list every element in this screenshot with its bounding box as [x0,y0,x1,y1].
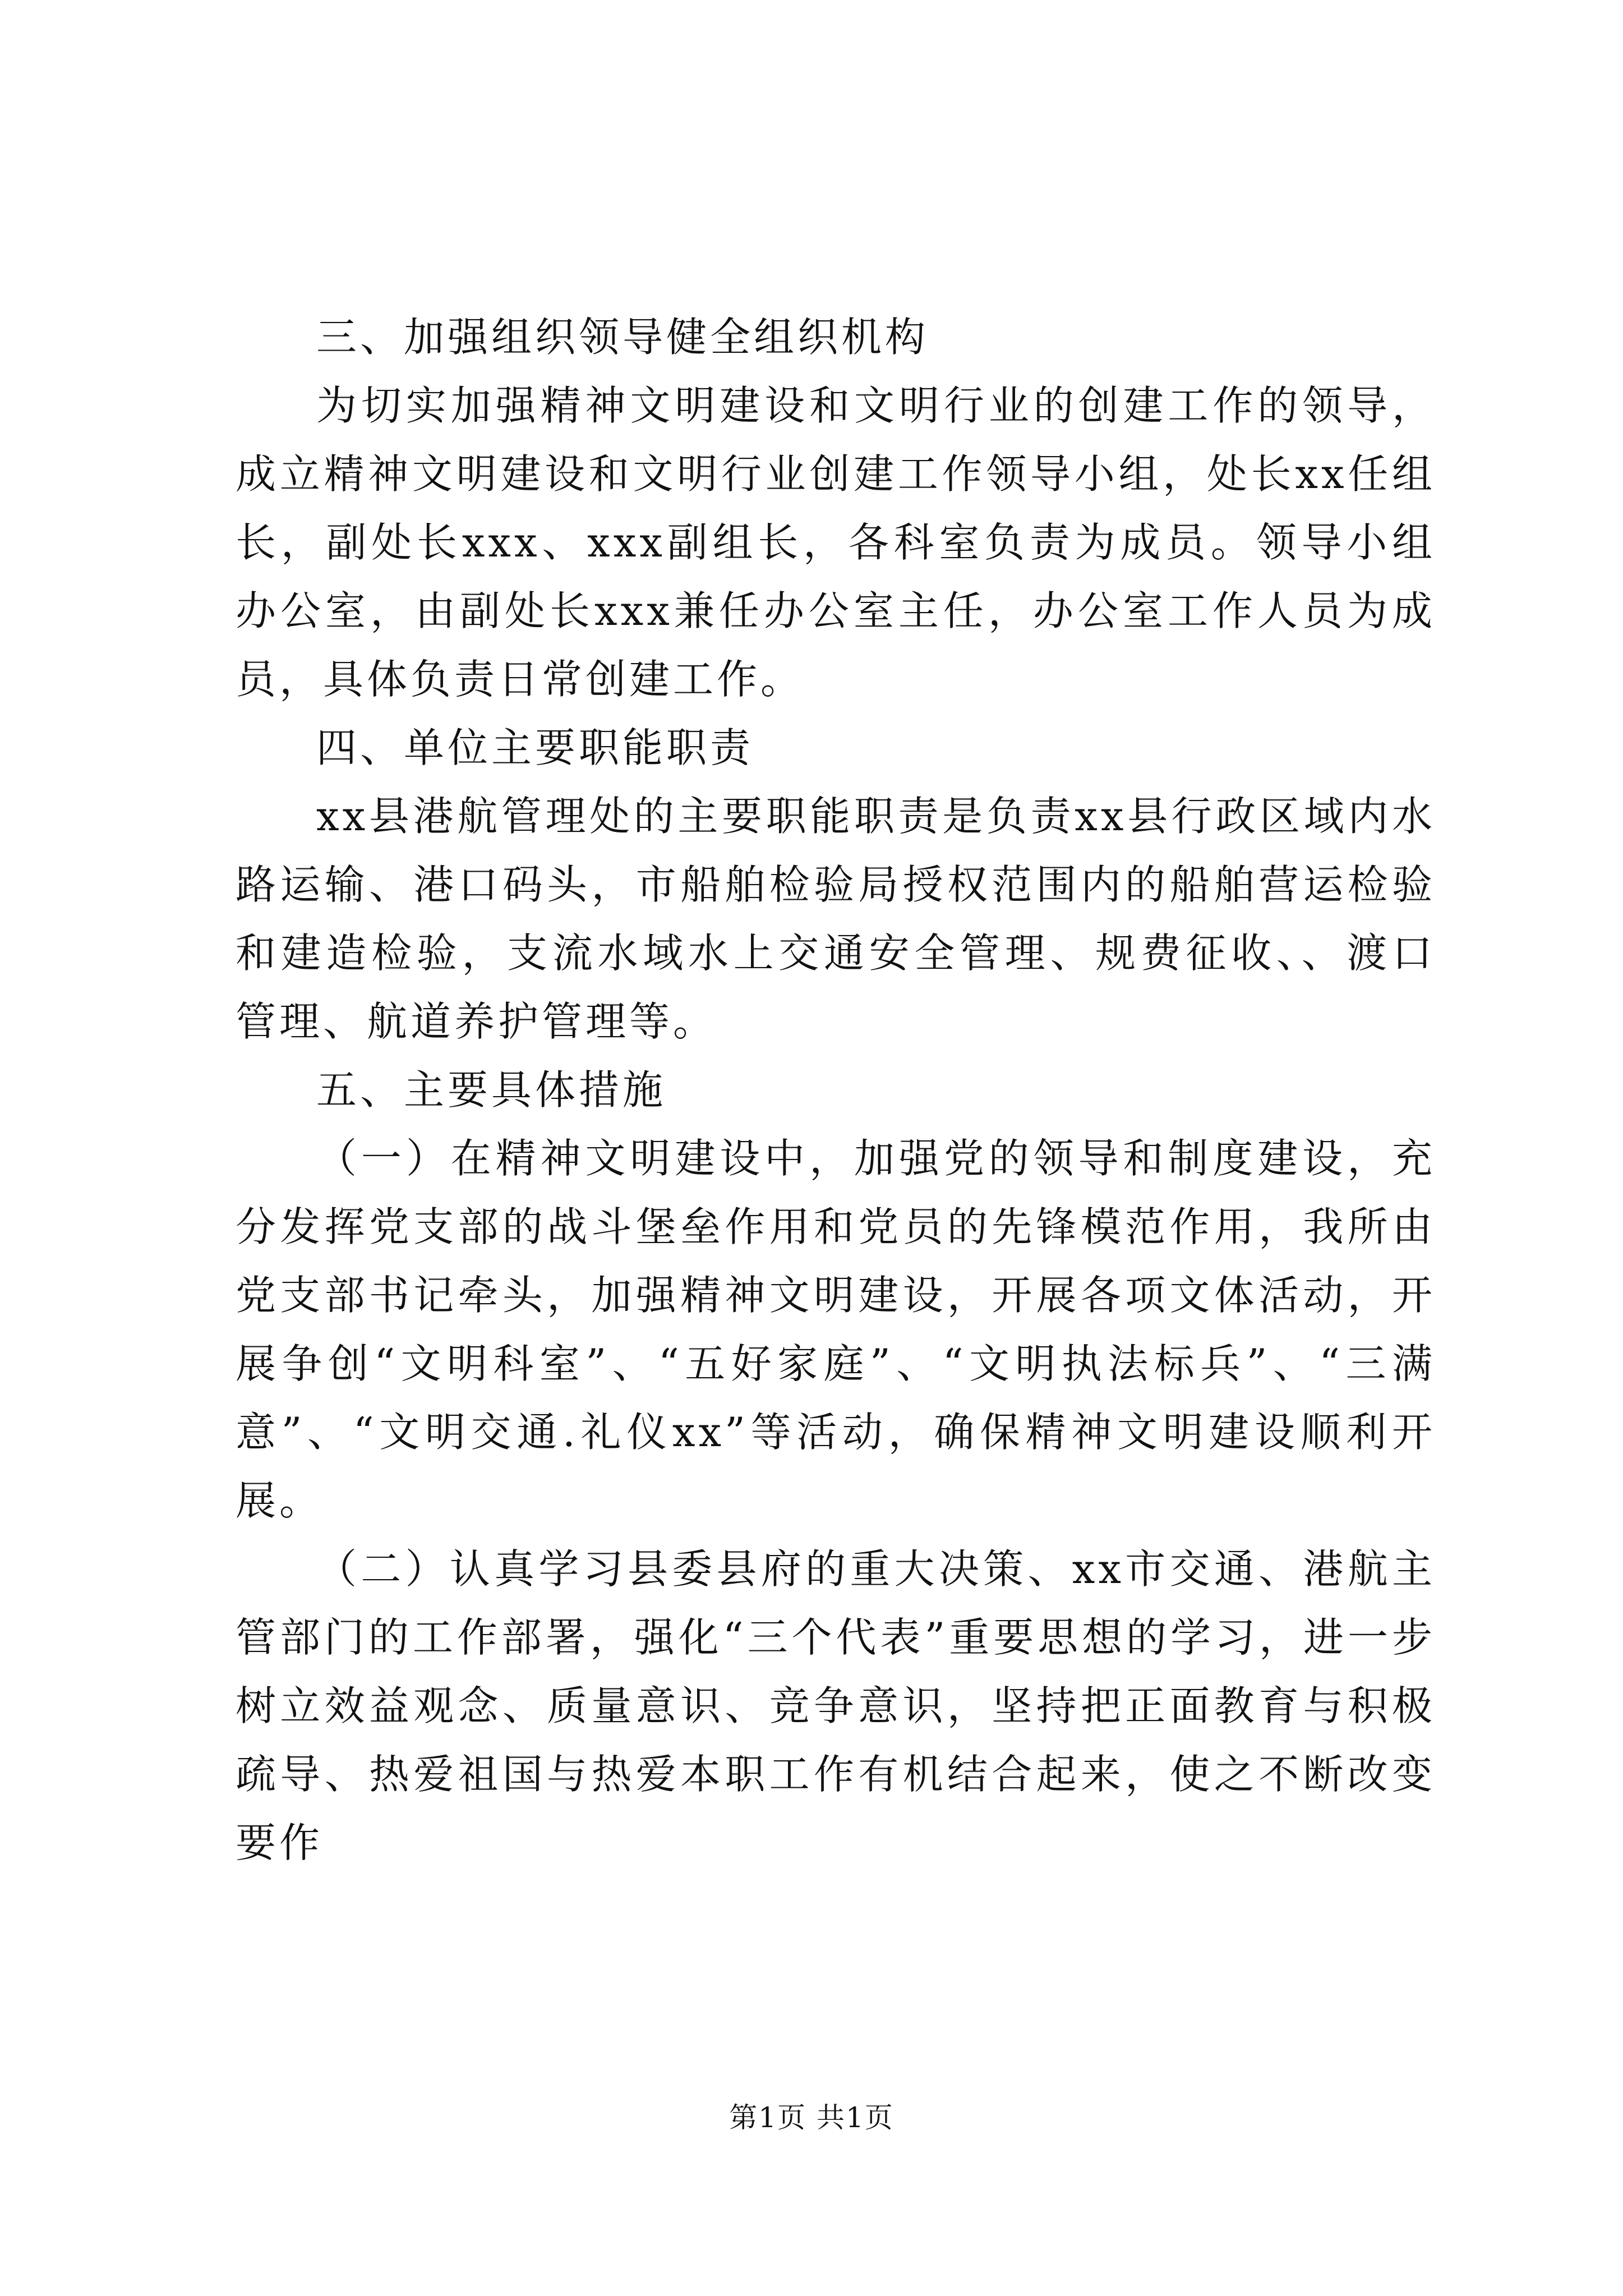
paragraph-organization: 为切实加强精神文明建设和文明行业的创建工作的领导，成立精神文明建设和文明行业创建工作领导小组，处长xx任组长，副处长xxx、xxx副组长，各科室负责为成员。领导小组办公室，由副处长xxx兼任办公室主任，办公室工作人员为成员，具体负责日常创建工作。 [236,382,1436,703]
document-body [236,303,1436,1877]
page-footer: 第1页 共1页 [729,2101,894,2134]
section-heading-4: 四、单位主要职能职责 [316,724,754,771]
paragraph-measure-2: （二）认真学习县委县府的重大决策、xx市交通、港航主管部门的工作部署，强化“三个代表”重要思想的学习，进一步树立效益观念、质量意识、竞争意识，坚持把正面教育与积极疏导、热爱祖国与热爱本职工作有机结合起来，使之不断改变要作 [236,1545,1436,1866]
section-heading-5: 五、主要具体措施 [316,1066,667,1114]
paragraph-measure-1: （一）在精神文明建设中，加强党的领导和制度建设，充分发挥党支部的战斗堡垒作用和党员的先锋模范作用，我所由党支部书记牵头，加强精神文明建设，开展各项文体活动，开展争创“文明科室”、“五好家庭”、“文明执法标兵”、“三满意”、“文明交通.礼仪xx”等活动，确保精神文明建设顺利开展。 [236,1135,1436,1524]
paragraph-duties: xx县港航管理处的主要职能职责是负责xx县行政区域内水路运输、港口码头，市船舶检验局授权范围内的船舶营运检验和建造检验，支流水域水上交通安全管理、规费征收、、渡口管理、航道养护管理等。 [236,793,1436,1045]
section-heading-3: 三、加强组织领导健全组织机构 [316,314,929,361]
